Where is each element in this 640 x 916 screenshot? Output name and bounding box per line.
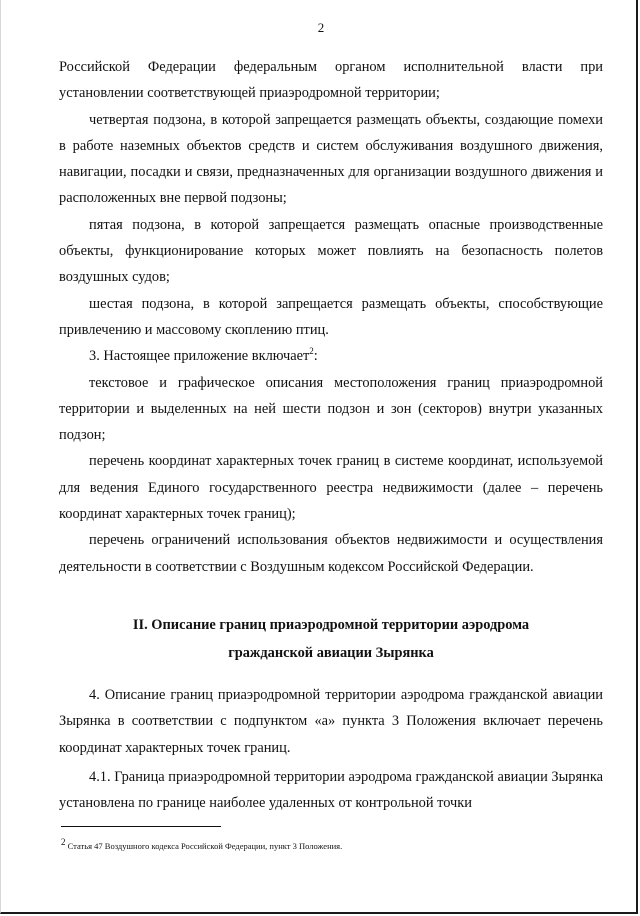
page-number: 2 bbox=[317, 20, 325, 35]
section-body bbox=[59, 682, 603, 816]
footnote-divider bbox=[61, 826, 221, 827]
footnote bbox=[61, 837, 601, 852]
paragraph-subzone-4: четвертая подзона, в которой запрещается размещать объекты, создающие помехи в работе наземных объектов средств и систем обслуживания воздушного движения, навигации, посадки и связи, предназначенных для организации воздушного движения и расположенных вне первой подзоны; bbox=[59, 111, 603, 207]
section-heading-line-2: гражданской авиации Зырянка bbox=[228, 645, 434, 661]
paragraph-coordinates-list: перечень координат характерных точек границ в системе координат, используемой для ведения Единого государственного реестра недвижимости (далее – перечень координат характерных точек границ); bbox=[59, 453, 603, 523]
item-3-text: 3. Настоящее приложение включает bbox=[89, 348, 310, 365]
paragraph-description: текстовое и графическое описания местоположения границ приаэродромной территории и выделенных на ней шести подзон и зон (секторов) внутри указанных подзон; bbox=[59, 374, 603, 444]
item-3-suffix: : bbox=[313, 348, 318, 365]
section-heading-line-1: II. Описание границ приаэродромной территории аэродрома bbox=[132, 617, 530, 633]
paragraph-subzone-6: шестая подзона, в которой запрещается размещать объекты, способствующие привлечению и массовому скоплению птиц. bbox=[59, 295, 603, 338]
paragraph-item-3 bbox=[59, 343, 603, 369]
body-text bbox=[59, 54, 603, 580]
paragraph-subzone-5: пятая подзона, в которой запрещается размещать опасные производственные объекты, функционирование которых может повлиять на безопасность полетов воздушных судов; bbox=[59, 216, 603, 286]
footnote-reference: 2 bbox=[309, 346, 314, 357]
footnote-marker: 2 bbox=[61, 837, 66, 848]
footnote-text: Статья 47 Воздушного кодекса Российской Федерации, пункт 3 Положения. bbox=[65, 841, 343, 851]
paragraph-item-4: 4. Описание границ приаэродромной территории аэродрома гражданской авиации Зырянка в соответствии с подпунктом «а» пункта 3 Положения включает перечень координат характерных точек границ. bbox=[59, 687, 603, 756]
paragraph-item-4-1: 4.1. Граница приаэродромной территории аэродрома гражданской авиации Зырянка установлена по границе наиболее удаленных от контрольной точки bbox=[59, 768, 603, 812]
paragraph-continuation: Российской Федерации федеральным органом исполнительной власти при установлении соответствующей приаэродромной территории; bbox=[59, 59, 603, 102]
section-heading bbox=[59, 611, 603, 667]
paragraph-restrictions-list: перечень ограничений использования объектов недвижимости и осуществления деятельности в соответствии с Воздушным кодексом Российской Федерации. bbox=[59, 532, 603, 575]
